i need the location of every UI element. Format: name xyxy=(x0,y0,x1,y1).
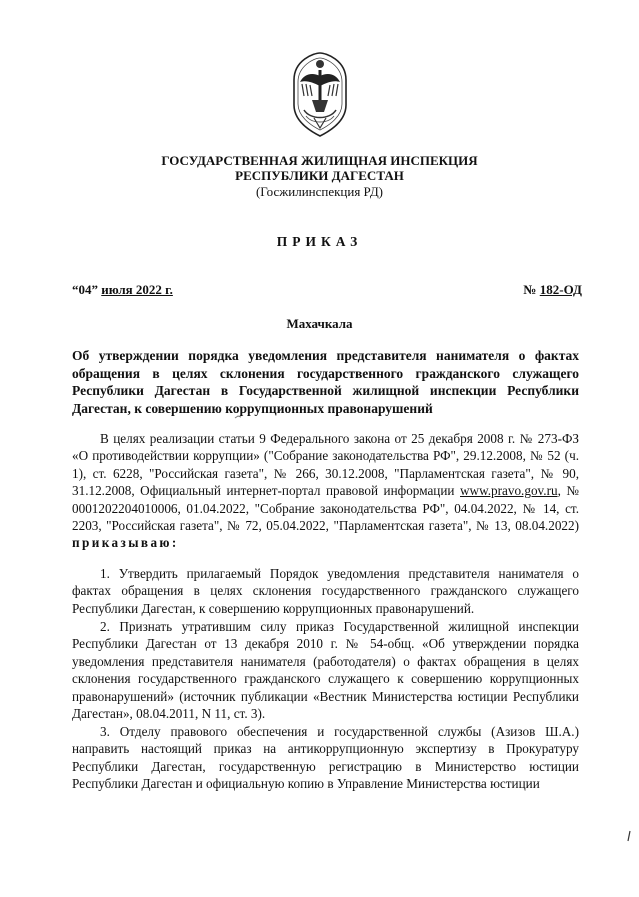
order-subject: Об утверждении порядка уведомления представителя нанимателя о фактах обращения в целях склонения государственного гражданского служащего Республики Дагестан в Государственной жилищной инспекции Республики Дагестан, к совершению коррупционных правонарушений xyxy=(72,348,579,416)
directive-word: приказываю: xyxy=(72,535,179,551)
order-date-month-year: июля 2022 г. xyxy=(101,282,173,297)
organization-name-line1: ГОСУДАРСТВЕННАЯ ЖИЛИЩНАЯ ИНСПЕКЦИЯ xyxy=(161,153,478,168)
preamble-text-part2: , № 0001202204010006, 01.04.2022, "Собрание законодательства РФ", 04.04.2022, № 14, ст. 2203, "Российская газета", № 72, 05.04.2022, "Парламентская газета", № 13, 08.04.2022) xyxy=(72,483,579,534)
order-date-day: “04” xyxy=(72,282,98,297)
order-number-value: 182-ОД xyxy=(539,282,582,297)
preamble-paragraph xyxy=(72,430,579,552)
legal-portal-link[interactable]: www.pravo.gov.ru xyxy=(460,483,558,499)
coat-of-arms-emblem-icon xyxy=(284,50,356,138)
margin-mark-icon xyxy=(627,830,631,842)
order-date xyxy=(72,282,173,298)
order-item-1: 1. Утвердить прилагаемый Порядок уведомления представителя нанимателя о фактах обращения в целях склонения государственного гражданского служащего Республики Дагестан, к совершению коррупционных правонарушений. xyxy=(72,566,579,616)
stray-mark-icon xyxy=(234,414,242,420)
order-item-3: 3. Отделу правового обеспечения и государственной службы (Азизов Ш.А.) направить настоящий приказ на антикоррупционную экспертизу в Прокуратуру Республики Дагестан, государственную регистрацию в Министерство юстиции Республики Дагестан и официальную копию в Управление Министерства юстиции xyxy=(72,724,579,792)
order-number xyxy=(523,282,582,298)
order-item-2: 2. Признать утратившим силу приказ Государственной жилищной инспекции Республики Дагестан от 13 декабря 2010 г. № 54-общ. «Об утверждении порядка уведомления представителя нанимателя (работодателя) о фактах обращения в целях склонения государственного гражданского служащего к совершению коррупционных правонарушений» (источник публикации «Вестник Министерства юстиции Республики Дагестан», 08.04.2011, N 11, ст. 3). xyxy=(72,619,579,722)
organization-name-line2: РЕСПУБЛИКИ ДАГЕСТАН xyxy=(235,168,404,183)
organization-short-name: (Госжилинспекция РД) xyxy=(255,184,384,199)
order-city: Махачкала xyxy=(286,316,353,331)
order-title: ПРИКАЗ xyxy=(276,234,363,249)
preamble-text-part1: В целях реализации статьи 9 Федерального закона от 25 декабря 2008 г. № 273-ФЗ «О противодействии коррупции» ("Собрание законодательства РФ", 29.12.2008, № 52 (ч. 1), ст. 6228, "Российская газета", № 266, 30.12.2008, "Парламентская газета", № 90, 31.12.2008, Официальный интернет-портал правовой информации xyxy=(72,431,579,499)
order-number-prefix: № xyxy=(523,282,537,297)
